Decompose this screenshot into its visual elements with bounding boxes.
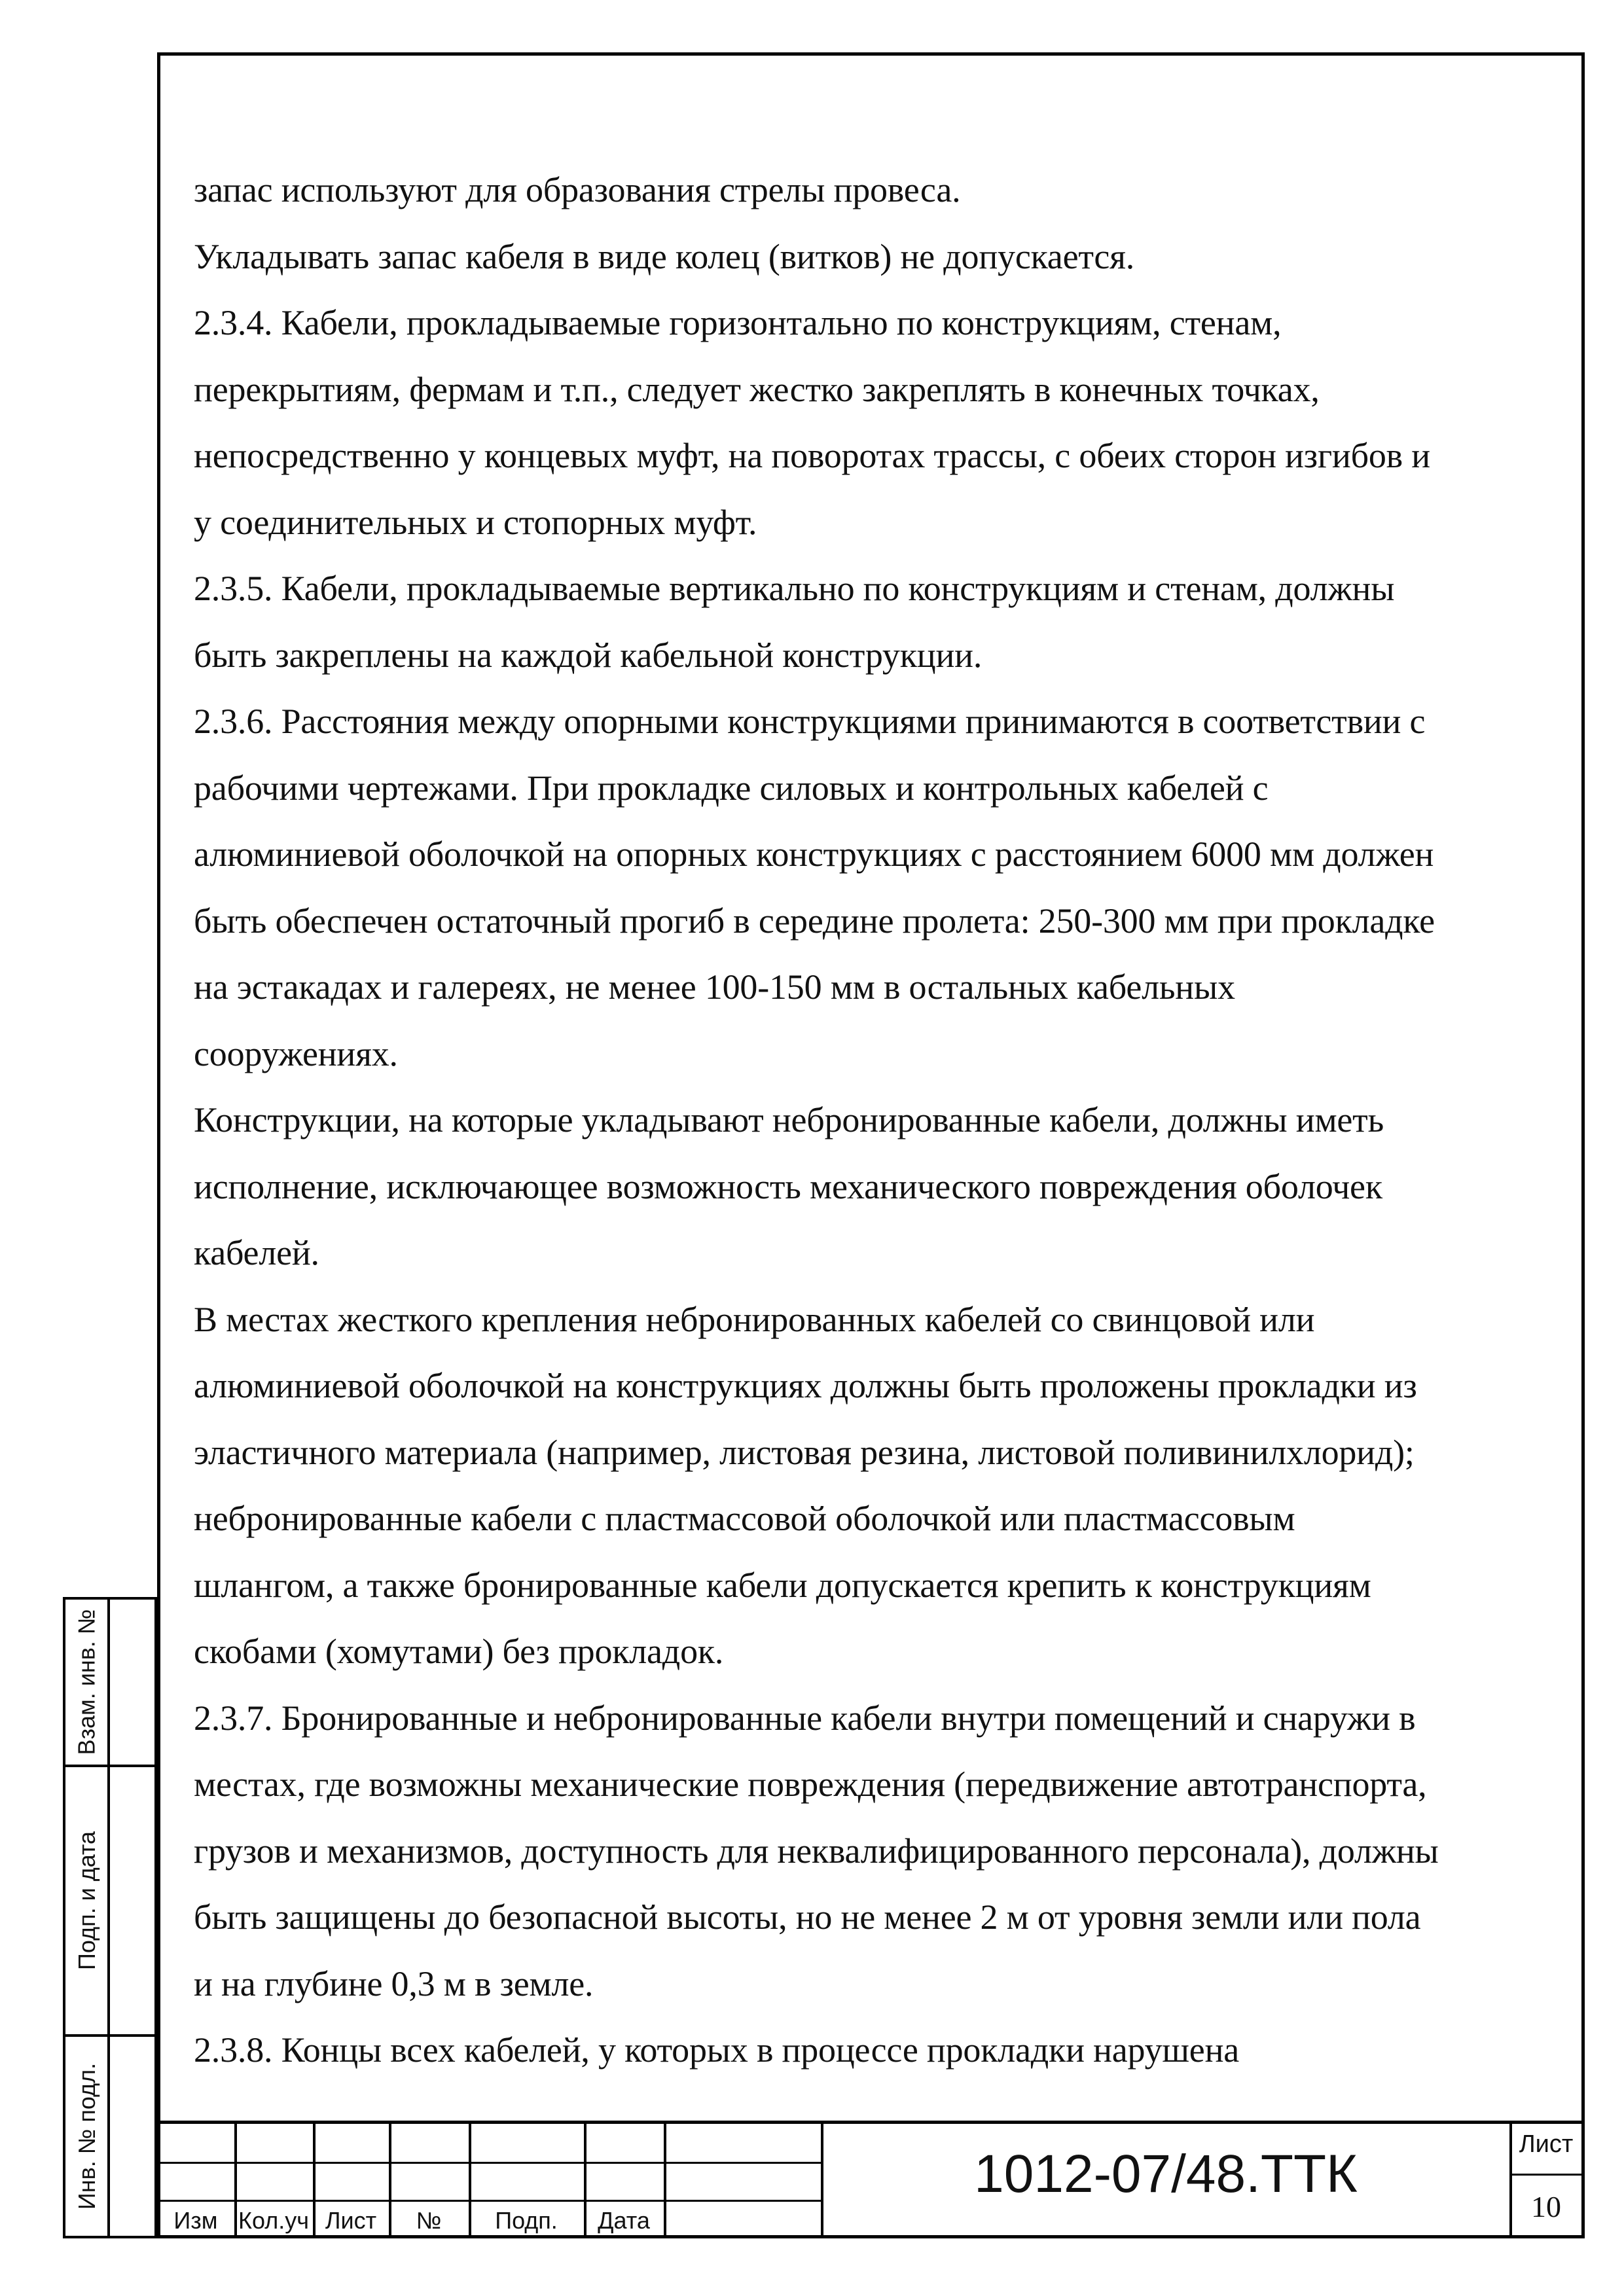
text-line: на эстакадах и галереях, не менее 100-150 мм в остальных кабельных xyxy=(194,967,1235,1007)
stamp-cell-inv-podl xyxy=(63,2034,157,2238)
text-line: непосредственно у концевых муфт, на поворотах трассы, с обеих сторон изгибов и xyxy=(194,436,1430,475)
text-line: В местах жесткого крепления небронированных кабелей со свинцовой или xyxy=(194,1299,1315,1339)
text-line: сооружениях. xyxy=(194,1033,398,1073)
stamp-cell-podp-data xyxy=(63,1765,157,2037)
text-line: алюминиевой оболочкой на конструкциях должны быть проложены прокладки из xyxy=(194,1366,1417,1405)
text-line: 2.3.7. Бронированные и небронированные кабели внутри помещений и снаружи в xyxy=(194,1698,1416,1738)
header-podp: Подп. xyxy=(495,2207,558,2234)
stamp-label-inv-podl: Инв. № подл. xyxy=(73,2062,100,2210)
text-line: 2.3.6. Расстояния между опорными конструкциями принимаются в соответствии с xyxy=(194,702,1426,741)
text-line: эластичного материала (например, листовая резина, листовой поливинилхлорид); xyxy=(194,1432,1415,1472)
text-line: Конструкции, на которые укладывают небронированные кабели, должны иметь xyxy=(194,1100,1384,1139)
text-line: рабочими чертежами. При прокладке силовых и контрольных кабелей с xyxy=(194,768,1269,808)
text-line: шлангом, а также бронированные кабели допускается крепить к конструкциям xyxy=(194,1565,1371,1605)
text-line: и на глубине 0,3 м в земле. xyxy=(194,1964,594,2003)
stamp-label-podp-data: Подп. и дата xyxy=(73,1831,100,1971)
sheet-number: 10 xyxy=(1531,2190,1561,2223)
text-line: грузов и механизмов, доступность для неквалифицированного персонала), должны xyxy=(194,1831,1439,1871)
text-line: алюминиевой оболочкой на опорных конструкциях с расстоянием 6000 мм должен xyxy=(194,834,1434,874)
text-line: местах, где возможны механические повреждения (передвижение автотранспорта, xyxy=(194,1765,1427,1804)
text-line: кабелей. xyxy=(194,1233,319,1272)
title-block xyxy=(157,2121,1585,2238)
stamp-cell-vzam-inv xyxy=(63,1597,157,1767)
text-line: быть обеспечен остаточный прогиб в середине пролета: 250-300 мм при прокладке xyxy=(194,901,1435,941)
text-line: 2.3.5. Кабели, прокладываемые вертикально по конструкциям и стенам, должны xyxy=(194,569,1395,608)
header-izm: Изм xyxy=(173,2207,218,2234)
text-line: быть защищены до безопасной высоты, но не менее 2 м от уровня земли или пола xyxy=(194,1897,1421,1937)
header-kol-uch: Кол.уч xyxy=(238,2207,309,2234)
document-body xyxy=(194,157,1562,2084)
text-line: запас используют для образования стрелы провеса. xyxy=(194,170,961,209)
text-line: перекрытиям, фермам и т.п., следует жестко закреплять в конечных точках, xyxy=(194,369,1320,409)
stamp-label-vzam-inv: Взам. инв. № xyxy=(73,1609,100,1755)
text-line: Укладывать запас кабеля в виде колец (витков) не допускается. xyxy=(194,236,1135,276)
header-number: № xyxy=(416,2207,442,2234)
document-code: 1012-07/48.ТТК xyxy=(974,2144,1358,2204)
header-list: Лист xyxy=(325,2207,377,2234)
text-line: 2.3.8. Концы всех кабелей, у которых в процессе прокладки нарушена xyxy=(194,2030,1240,2070)
header-data: Дата xyxy=(598,2207,650,2234)
text-line: 2.3.4. Кабели, прокладываемые горизонтально по конструкциям, стенам, xyxy=(194,303,1282,342)
text-line: быть закреплены на каждой кабельной конструкции. xyxy=(194,635,983,675)
text-line: скобами (хомутами) без прокладок. xyxy=(194,1632,724,1671)
text-line: небронированные кабели с пластмассовой оболочкой или пластмассовым xyxy=(194,1499,1295,1538)
sheet-label: Лист xyxy=(1519,2130,1574,2158)
side-stamp xyxy=(63,1597,157,2238)
text-line: исполнение, исключающее возможность механического повреждения оболочек xyxy=(194,1166,1382,1206)
text-line: у соединительных и стопорных муфт. xyxy=(194,502,757,542)
